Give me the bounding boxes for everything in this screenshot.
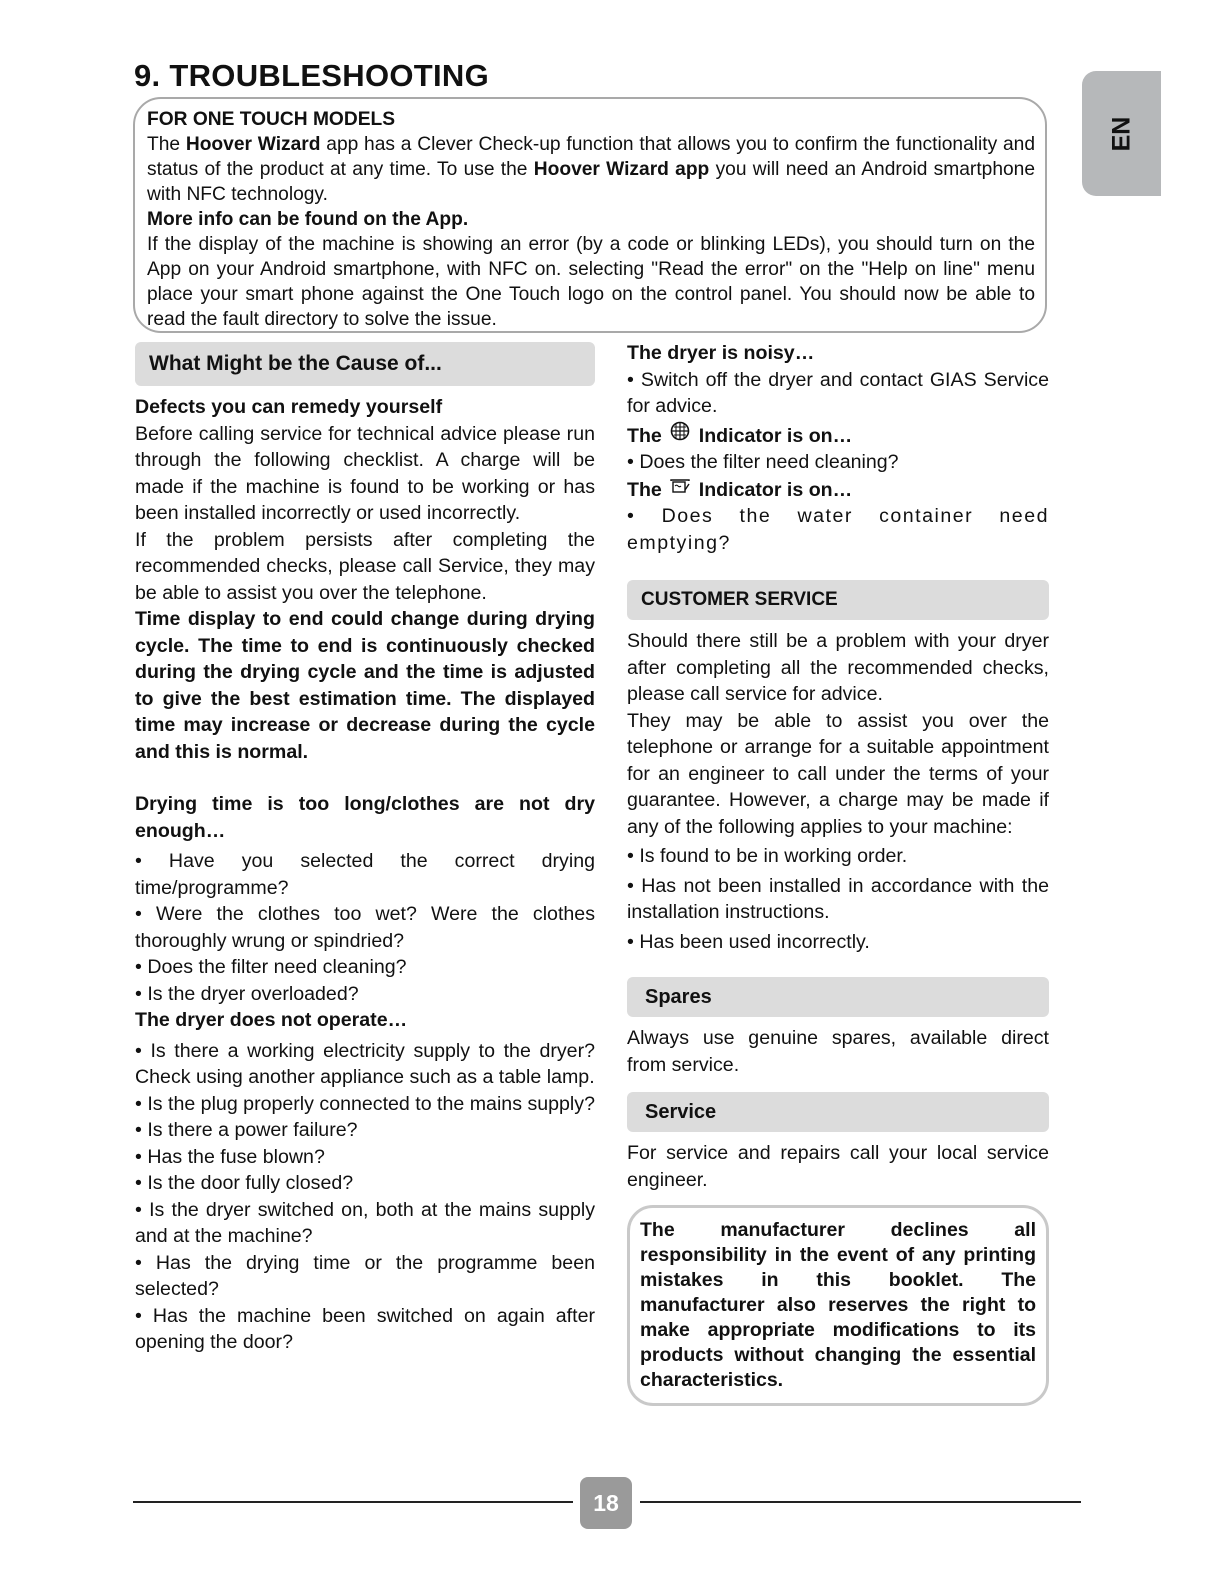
section-header-cause: What Might be the Cause of...: [135, 342, 595, 386]
list-item: • Is the dryer switched on, both at the mains supply and at the machine?: [135, 1197, 595, 1250]
list-item: • Is the door fully closed?: [135, 1170, 595, 1197]
list-item: • Has the machine been switched on again after opening the door?: [135, 1303, 595, 1356]
right-column: [627, 340, 1049, 1406]
page-title: 9. TROUBLESHOOTING: [134, 58, 490, 93]
customer-service-paragraph: Should there still be a problem with your dryer after completing all the recommended checks, please call service for advice.: [627, 630, 1049, 705]
one-touch-heading: FOR ONE TOUCH MODELS: [147, 109, 396, 130]
defects-paragraph: Before calling service for technical advice please run through the following checklist. A charge will be made if the machine is found to be working or has been installed incorrectly or used incorrectly.: [135, 422, 595, 524]
one-touch-paragraph: [147, 132, 1035, 207]
spares-text: Always use genuine spares, available direct from service.: [627, 1027, 1049, 1076]
defects-title: Defects you can remedy yourself: [135, 396, 443, 418]
one-touch-info-box: [133, 97, 1047, 333]
time-display-note: Time display to end could change during drying cycle. The time to end is continuously checked during the drying cycle and the time is adjusted to give the best estimation time. The displayed time may increase or decrease during the cycle and this is normal.: [135, 608, 595, 763]
indicator-prefix: The: [627, 478, 662, 501]
indicator-suffix: Indicator is on…: [698, 424, 853, 447]
list-item: • Has not been installed in accordance with the installation instructions.: [627, 873, 1049, 926]
spares-header: Spares: [627, 977, 1049, 1017]
app-name: Hoover Wizard: [185, 134, 321, 155]
list-item: • Has the drying time or the programme been selected?: [135, 1250, 595, 1303]
disclaimer-box: [627, 1205, 1049, 1406]
list-item: • Does the filter need cleaning?: [627, 449, 1049, 476]
list-item: • Has the fuse blown?: [135, 1144, 595, 1171]
list-item: • Is the dryer overloaded?: [135, 981, 595, 1008]
language-tab: [1082, 71, 1161, 196]
footer-rule-left: [133, 1501, 573, 1503]
noisy-title: The dryer is noisy…: [627, 342, 815, 364]
list-item: • Has been used incorrectly.: [627, 929, 1049, 956]
filter-indicator-title: [627, 420, 1049, 450]
service-text: For service and repairs call your local service engineer.: [627, 1142, 1049, 1191]
list-item: • Is there a working electricity supply to the dryer? Check using another appliance such as a table lamp.: [135, 1038, 595, 1091]
list-item: • Were the clothes too wet? Were the clothes thoroughly wrung or spindried?: [135, 901, 595, 954]
error-reading-instructions: If the display of the machine is showing an error (by a code or blinking LEDs), you should turn on the App on your Android smartphone, with NFC on. selecting "Read the error" on the "Help on line" menu place your smart phone against the One Touch logo on the control panel. You should now be able to read the fault directory to solve the issue.: [147, 234, 1035, 330]
water-container-indicator-icon: [667, 476, 693, 504]
language-label: EN: [1107, 116, 1135, 151]
service-header: Service: [627, 1092, 1049, 1132]
indicator-suffix: Indicator is on…: [698, 478, 853, 501]
list-item: • Is the plug properly connected to the mains supply?: [135, 1091, 595, 1118]
list-item: • Is found to be in working order.: [627, 843, 1049, 870]
footer-rule-right: [640, 1501, 1081, 1503]
defects-paragraph-2: If the problem persists after completing the recommended checks, please call Service, they may be able to assist you over the telephone.: [135, 528, 595, 604]
app-name: Hoover Wizard app: [533, 159, 710, 180]
intro-text: app has a Clever Check-up function that allows you to confirm the functionality and status of the product at any time. To use the: [147, 134, 1035, 180]
intro-text: you will need an Android smartphone with NFC technology.: [147, 159, 1035, 205]
customer-service-header: CUSTOMER SERVICE: [627, 580, 1049, 620]
drying-time-title: Drying time is too long/clothes are not dry enough…: [135, 793, 595, 842]
list-item: • Does the filter need cleaning?: [135, 954, 595, 981]
list-item: • Does the water container need emptying?: [627, 503, 1049, 556]
water-indicator-title: [627, 476, 1049, 504]
not-operate-title: The dryer does not operate…: [135, 1009, 408, 1031]
more-info-line: More info can be found on the App.: [147, 209, 469, 230]
disclaimer-text: The manufacturer declines all responsibility in the event of any printing mistakes in this booklet. The manufacturer also reserves the right to make appropriate modifications to its products without changing the essential characteristics.: [640, 1219, 1036, 1391]
list-item: • Is there a power failure?: [135, 1117, 595, 1144]
filter-indicator-icon: [667, 420, 693, 450]
intro-text: The: [147, 134, 186, 155]
list-item: • Have you selected the correct drying time/programme?: [135, 848, 595, 901]
indicator-prefix: The: [627, 424, 662, 447]
page-number: 18: [580, 1477, 632, 1529]
left-column: [135, 342, 595, 1356]
customer-service-paragraph-2: They may be able to assist you over the telephone or arrange for a suitable appointment for an engineer to call under the terms of your guarantee. However, a charge may be made if any of the following applies to your machine:: [627, 709, 1049, 838]
list-item: • Switch off the dryer and contact GIAS Service for advice.: [627, 367, 1049, 420]
